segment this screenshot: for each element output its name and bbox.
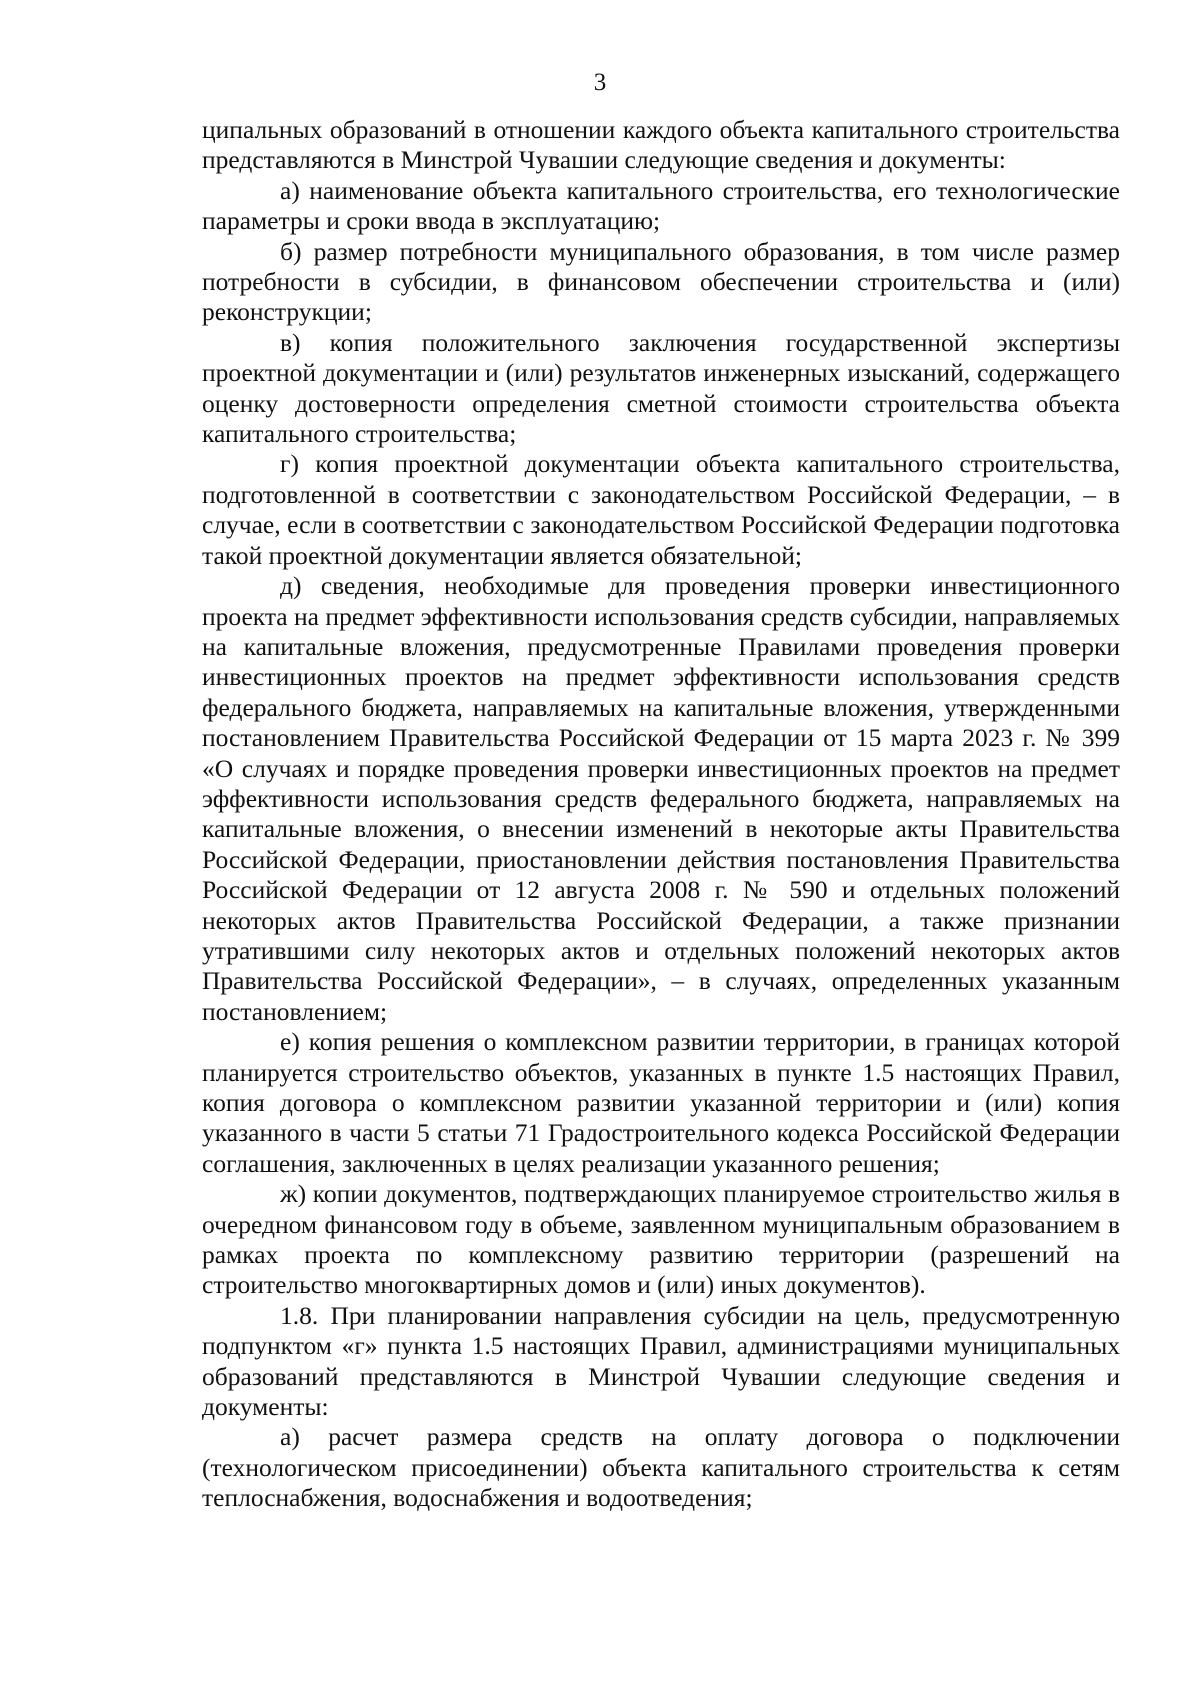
- paragraph-continuation: ципальных образований в отношении каждого объекта капитального строительства представляются в Минстрой Чувашии следующие сведения и документы:: [202, 115, 1120, 175]
- paragraph-item-b: б) размер потребности муниципального образования, в том числе размер потребности в субсидии, в финансовом обеспечении строительства и (или) реконструкции;: [202, 236, 1120, 327]
- paragraph-item-v: в) копия положительного заключения государственной экспертизы проектной документации и (или) результатов инженерных изысканий, содержащего оценку достоверности определения сметной стоимости строительства объекта капитального строительства;: [202, 327, 1120, 449]
- paragraph-item-a: а) наименование объекта капитального строительства, его технологические параметры и сроки ввода в эксплуатацию;: [202, 175, 1120, 236]
- paragraph-item-g: г) копия проектной документации объекта капитального строительства, подготовленной в соответствии с законодательством Российской Федерации, – в случае, если в соответствии с законодательством Российской Федерации подготовка такой проектной документации является обязательной;: [202, 449, 1120, 570]
- paragraph-item-zh: ж) копии документов, подтверждающих планируемое строительство жилья в очередном финансовом году в объеме, заявленном муниципальным образованием в рамках проекта по комплексному развитию территории (разрешений на строительство многоквартирных домов и (или) иных документов).: [202, 1179, 1120, 1300]
- paragraph-section-1-8: 1.8. При планировании направления субсидии на цель, предусмотренную подпунктом «г» пункта 1.5 настоящих Правил, администрациями муниципальных образований представляются в Минстрой Чувашии следующие сведения и документы:: [202, 1300, 1120, 1422]
- paragraph-1-8-item-a: а) расчет размера средств на оплату договора о подключении (технологическом присоединении) объекта капитального строительства к сетям теплоснабжения, водоснабжения и водоотведения;: [202, 1422, 1120, 1513]
- paragraph-item-d: д) сведения, необходимые для проведения проверки инвестиционного проекта на предмет эффективности использования средств субсидии, направляемых на капитальные вложения, предусмотренные Правилами проведения проверки инвестиционных проектов на предмет эффективности использования средств федерального бюджета, направляемых на капитальные вложения, утвержденными постановлением Правительства Российской Федерации от 15 марта 2023 г. № 399 «О случаях и порядке проведения проверки инвестиционных проектов на предмет эффективности использования средств федерального бюджета, направляемых на капитальные вложения, о внесении изменений в некоторые акты Правительства Российской Федерации, приостановлении действия постановления Правительства Российской Федерации от 12 августа 2008 г. № 590 и отдельных положений некоторых актов Правительства Российской Федерации, а также признании утратившими силу некоторых актов и отдельных положений некоторых актов Правительства Российской Федерации», – в случаях, определенных указанным постановлением;: [202, 571, 1120, 1026]
- paragraph-item-e: е) копия решения о комплексном развитии территории, в границах которой планируется строительство объектов, указанных в пункте 1.5 настоящих Правил, копия договора о комплексном развитии указанной территории и (или) копия указанного в части 5 статьи 71 Градостроительного кодекса Российской Федерации соглашения, заключенных в целях реализации указанного решения;: [202, 1027, 1120, 1178]
- page-number: 3: [593, 69, 607, 96]
- document-body: [202, 115, 1120, 1514]
